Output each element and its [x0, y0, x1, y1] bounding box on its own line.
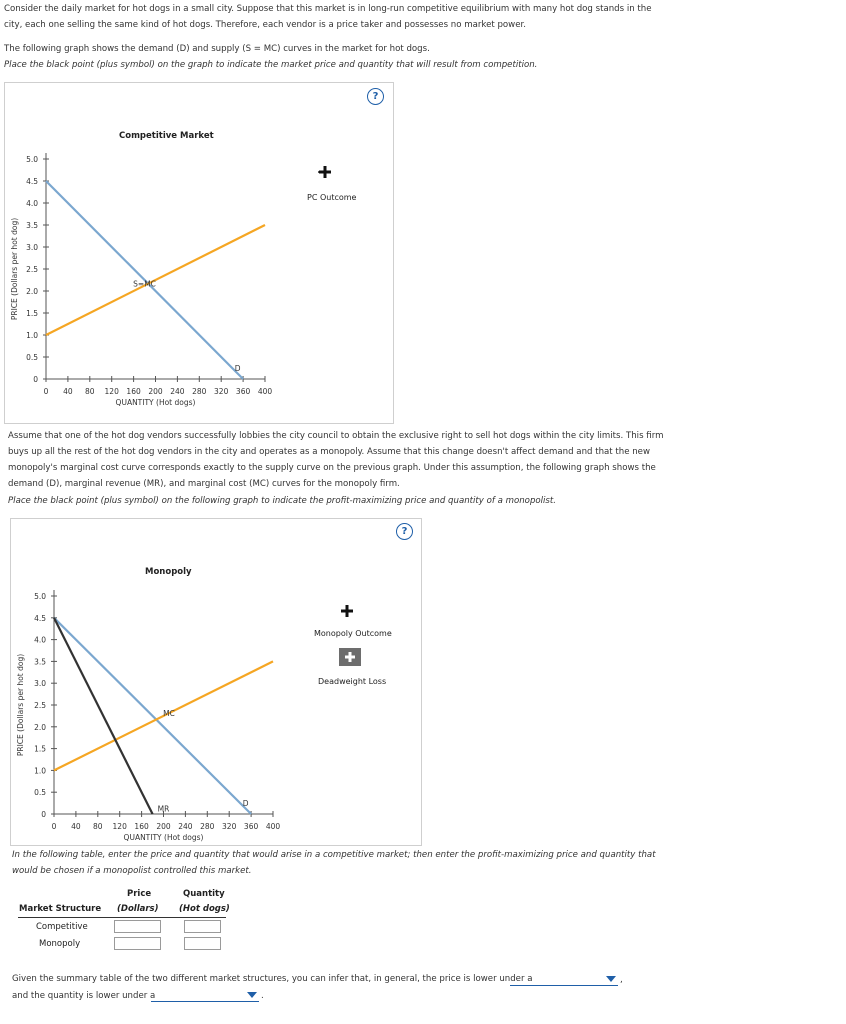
middle-line-3: monopoly's marginal cost curve corresponds exactly to the supply curve on the previous graph. Under this assumption, the following graph shows the: [8, 463, 656, 473]
y-tick-label: 2.5: [26, 265, 38, 274]
x-tick-label: 120: [104, 387, 119, 396]
competitive-market-chart: [0, 0, 846, 430]
summary-line-1: Given the summary table of the two different market structures, you can infer that, in general, the price is lower under a: [12, 974, 533, 984]
series-line-d: [54, 618, 251, 814]
competitive-price-input[interactable]: [114, 920, 161, 933]
y-tick-label: 4.0: [26, 199, 38, 208]
y-tick-label: 2.5: [34, 701, 46, 710]
table-intro-line-2: would be chosen if a monopolist controlled this market.: [12, 866, 252, 876]
y-tick-label: 3.0: [26, 243, 38, 252]
x-tick-label: 0: [51, 822, 57, 831]
monopoly-price-input[interactable]: [114, 937, 161, 950]
mc-curve-label: MC: [163, 708, 175, 718]
intro-line-3: The following graph shows the demand (D) and supply (S = MC) curves in the market for hot dogs.: [4, 44, 430, 54]
mr-curve-label: MR: [157, 804, 170, 814]
x-tick-label: 400: [257, 387, 273, 396]
x-axis-label: QUANTITY (Hot dogs): [115, 398, 196, 407]
y-tick-label: 4.0: [34, 635, 46, 645]
y-tick-label: 0: [33, 375, 38, 384]
table-intro-line-1: In the following table, enter the price and quantity that would arise in a competitive market; then enter the profit-maximizing price and quantity that: [12, 850, 656, 860]
help-icon[interactable]: ?: [367, 88, 384, 105]
x-tick-label: 240: [170, 387, 185, 396]
monopoly-outcome-plus-icon[interactable]: [340, 603, 354, 617]
middle-line-5: Place the black point (plus symbol) on the following graph to indicate the profit-maximizing price and quantity of a monopolist.: [8, 496, 557, 506]
series-line-mr: [54, 618, 153, 814]
y-tick-label: 4.5: [26, 177, 38, 186]
summary-line-1-end: ,: [620, 975, 623, 985]
y-tick-label: 1.5: [26, 309, 38, 318]
pc-outcome-plus-icon[interactable]: [318, 164, 332, 178]
x-tick-label: 40: [71, 822, 81, 831]
summary-line-2-end: .: [261, 991, 264, 1001]
col-structure-header: Market Structure: [19, 904, 102, 914]
x-tick-label: 360: [243, 822, 259, 831]
x-tick-label: 400: [265, 822, 281, 831]
quantity-lower-dropdown[interactable]: [151, 989, 259, 1002]
intro-line-1: Consider the daily market for hot dogs in a small city. Suppose that this market is in long-run competitive equilibrium with many hot dog stands in the: [4, 4, 652, 14]
x-tick-label: 320: [222, 822, 237, 831]
summary-line-2: and the quantity is lower under a: [12, 991, 156, 1001]
x-tick-label: 160: [134, 822, 149, 831]
x-tick-label: 160: [126, 387, 141, 396]
monopoly-quantity-input[interactable]: [184, 937, 221, 950]
x-tick-label: 280: [200, 822, 215, 831]
x-tick-label: 40: [63, 387, 73, 396]
x-tick-label: 360: [235, 387, 251, 396]
col-quantity-unit: (Hot dogs): [179, 904, 230, 914]
y-tick-label: 3.5: [34, 657, 46, 667]
y-axis-label: PRICE (Dollars per hot dog): [10, 217, 19, 321]
y-tick-label: 4.5: [34, 613, 46, 623]
middle-line-2: buys up all the rest of the hot dog vendors in the city and operates as a monopoly. Assume that this change doesn't affect demand and that the new: [8, 447, 650, 457]
price-lower-dropdown[interactable]: [510, 973, 618, 986]
table-divider: [18, 917, 226, 918]
x-tick-label: 240: [178, 822, 193, 831]
x-tick-label: 80: [93, 822, 103, 831]
row-competitive-label: Competitive: [36, 922, 88, 932]
x-tick-label: 120: [112, 822, 127, 831]
col-quantity-header: Quantity: [183, 889, 225, 899]
monopoly-graph-title: Monopoly: [145, 567, 192, 577]
deadweight-loss-label: Deadweight Loss: [318, 677, 387, 686]
y-tick-label: 5.0: [34, 592, 46, 601]
demand-curve-label: D: [242, 799, 249, 809]
middle-line-1: Assume that one of the hot dog vendors successfully lobbies the city council to obtain the exclusive right to sell hot dogs within the city limits. This firm: [8, 431, 664, 441]
y-tick-label: 3.5: [26, 221, 38, 230]
intro-line-2: city, each one selling the same kind of hot dogs. Therefore, each vendor is a price taker and possesses no market power.: [4, 20, 526, 30]
x-tick-label: 200: [156, 822, 171, 831]
chevron-down-icon: [606, 976, 616, 982]
competitive-graph-title: Competitive Market: [119, 131, 214, 141]
intro-line-4: Place the black point (plus symbol) on the graph to indicate the market price and quantity that will result from competition.: [4, 60, 538, 70]
y-tick-label: 1.0: [26, 331, 38, 340]
pc-outcome-label: PC Outcome: [307, 193, 357, 202]
middle-line-4: demand (D), marginal revenue (MR), and marginal cost (MC) curves for the monopoly firm.: [8, 479, 400, 489]
chevron-down-icon: [247, 992, 257, 998]
y-tick-label: 1.0: [34, 766, 46, 776]
x-tick-label: 280: [192, 387, 207, 396]
competitive-quantity-input[interactable]: [184, 920, 221, 933]
y-tick-label: 3.0: [34, 679, 46, 689]
y-tick-label: 2.0: [26, 287, 38, 296]
x-tick-label: 80: [85, 387, 95, 396]
col-price-unit: (Dollars): [117, 904, 159, 914]
y-tick-label: 2.0: [34, 722, 46, 732]
monopoly-chart: [0, 430, 846, 850]
supply-curve-label: S=MC: [133, 279, 156, 289]
x-tick-label: 200: [148, 387, 163, 396]
col-price-header: Price: [127, 889, 152, 899]
x-tick-label: 0: [43, 387, 49, 396]
y-tick-label: 0.5: [26, 353, 38, 362]
y-tick-label: 5.0: [26, 155, 38, 164]
y-tick-label: 0: [41, 810, 46, 819]
x-tick-label: 320: [214, 387, 229, 396]
y-tick-label: 1.5: [34, 744, 46, 754]
demand-curve-label: D: [234, 364, 241, 374]
y-axis-label: PRICE (Dollars per hot dog): [16, 653, 25, 757]
y-tick-label: 0.5: [34, 788, 46, 798]
row-monopoly-label: Monopoly: [39, 939, 81, 949]
monopoly-outcome-label: Monopoly Outcome: [314, 629, 392, 638]
x-axis-label: QUANTITY (Hot dogs): [123, 833, 204, 842]
deadweight-loss-tool[interactable]: [339, 648, 361, 666]
help-icon[interactable]: ?: [396, 523, 413, 540]
